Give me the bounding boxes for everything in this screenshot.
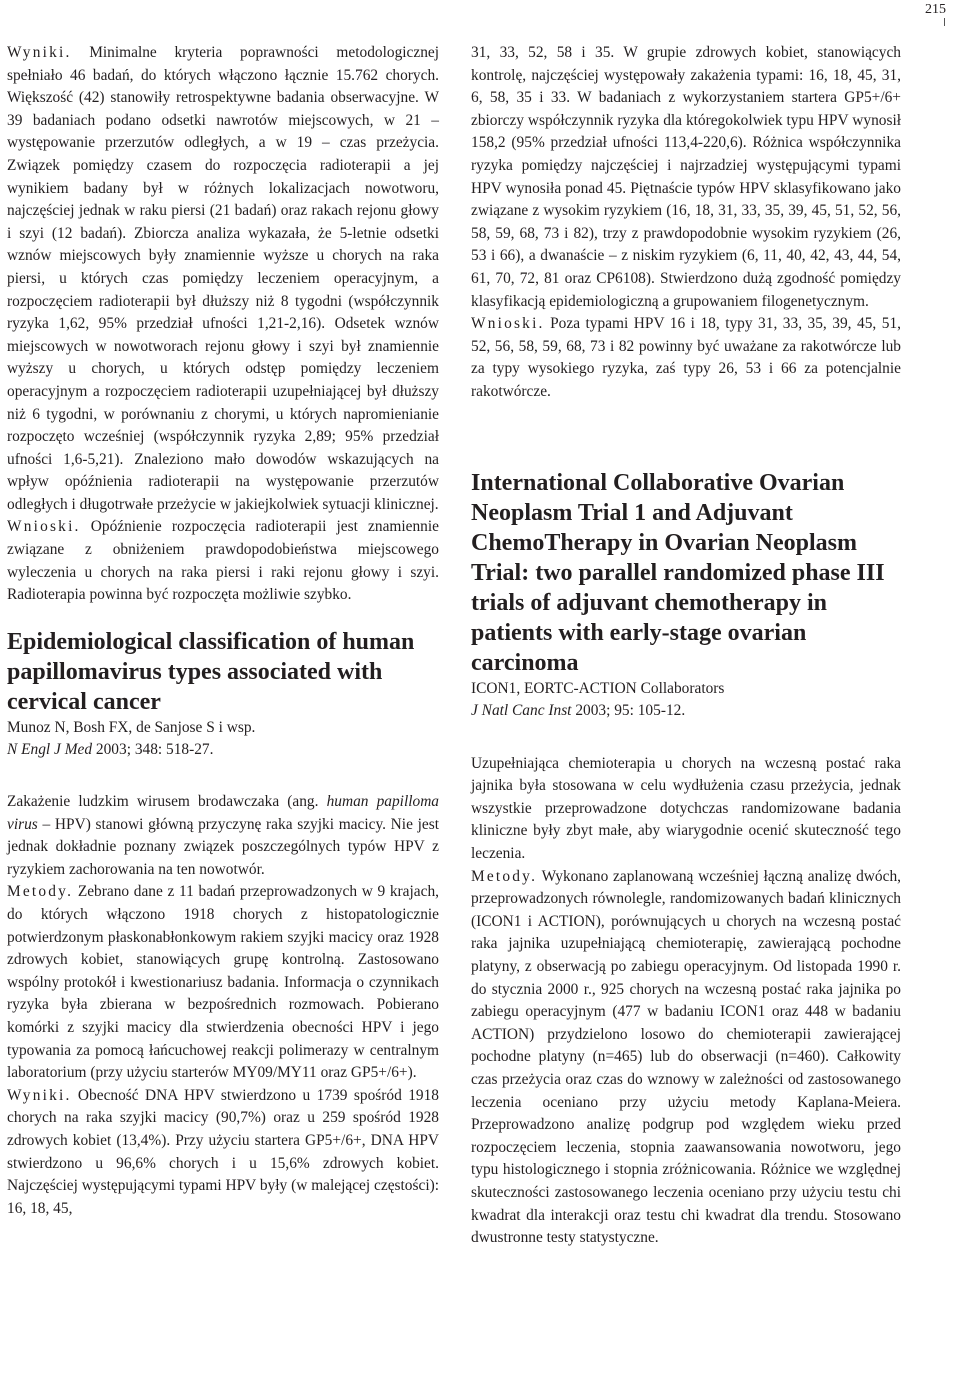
- section-label: Wnioski.: [7, 518, 81, 536]
- paragraph-text: – HPV) stanowi główną przyczynę raka szyjki macicy. Nie jest jednak dokładnie poznany związek poszczególnych typów HPV z ryzykiem zachorowania na ten nowotwór.: [7, 815, 439, 878]
- methods-paragraph: [7, 881, 439, 1084]
- section-label: Wyniki.: [7, 1086, 72, 1104]
- paragraph-text: Uzupełniająca chemioterapia u chorych na wczesną postać raka jajnika była stosowana w celu wydłużenia czasu przeżycia, jednak wszystkie przeprowadzone dotychczas randomizowane badania kliniczne były zbyt małe, aby wiarygodnie ocenić skuteczność tego leczenia.: [471, 754, 901, 863]
- paragraph-text: Wykonano zaplanowaną wcześniej łączną analizę dwóch, przeprowadzonych równolegle, randomizowanych badań klinicznych (ICON1 i ACTION), porównujących u chorych na wczesną postać raka jajnika uzupełniającą chemioterapię, zawierającą pochodne platyny, z obserwacją po zabiegu operacyjnym. Od listopada 1990 r. do stycznia 2000 r., 925 chorych na wczesną postać raka jajnika po zabiegu operacyjnym (477 w badaniu ICON1 oraz 448 w badaniu ACTION) przydzielono losowo do chemioterapii zawierającej pochodne platyny (n=465) lub do obserwacji (n=460). Całkowity czas przeżycia oraz czas do wznowy w zależności od zastosowanego leczenia oceniano przy użyciu metody Kaplana-Meiera. Przeprowadzono analizę podgrup pod względem wieku przed rozpoczęciem leczenia, stopnia zaawansowania nowotworu, jego typu histologicznego i stopnia zróżnicowania. Różnice we względnej skuteczności zastosowanego leczenia oceniano przy użyciu testu chi kwadrat dla interakcji oraz testu chi kwadrat dla trendu. Stosowano dwustronne testy statystyczne.: [471, 867, 901, 1247]
- article-citation: [7, 739, 439, 762]
- section-label: Wyniki.: [7, 44, 72, 61]
- journal-name: J Natl Canc Inst: [471, 702, 572, 720]
- article-authors: ICON1, EORTC-ACTION Collaborators: [471, 679, 725, 697]
- intro-paragraph: [7, 791, 439, 881]
- italic-term: human papilloma virus: [7, 793, 439, 833]
- results-paragraph: [7, 1085, 439, 1221]
- citation-details: 2003; 348: 518-27.: [92, 741, 214, 759]
- journal-name: N Engl J Med: [7, 741, 93, 759]
- article-title: Epidemiological classification of human papillomavirus types associated with cervical cancer: [7, 628, 415, 715]
- paragraph-text: Minimalne kryteria poprawności metodologicznej spełniało 46 badań, do których włączono łącznie 15.762 chorych. Większość (42) stanowiły retrospektywne badania obserwacyjne. W 39 badaniach podano odsetki nawrotów miejscowych, w 21 – występowanie przerzutów odległych, a w 19 – czas przeżycia. Związek pomiędzy czasem do rozpoczęcia radioterapii a jej wynikiem badany był w różnych lokalizacjach nowotworu, najczęściej jednak w raku piersi (21 badań) oraz rakach rejonu głowy i szyi (12 badań). Zbiorcza analiza wykazała, że 5-letnie odsetki wznów miejscowych były znamiennie wyższe u chorych na raka piersi, u których czas pomiędzy leczeniem operacyjnym, a rozpoczęciem radioterapii był dłuższy niż 8 tygodni (współczynnik ryzyka 1,62, 95% przedział ufności 1,21-2,16). Odsetek wznów miejscowych w nowotworach rejonu głowy i szyi był znamiennie wyższy u chorych, u których odstęp pomiędzy leczeniem operacyjnym a rozpoczęciem radioterapii uzupełniającej był dłuższy niż 6 tygodni, w porównaniu z chorymi, u których napromienianie rozpoczęto wcześniej (współczynnik ryzyka 2,89; 95% przedział ufności 1,6-5,21). Znaleziono mało dowodów wskazujących na wpływ opóźnienia radioterapii na występowanie przerzutów odległych i długotrwałe przeżycie w jakiejkolwiek sytuacji klinicznej.: [7, 44, 439, 513]
- conclusions-paragraph: [471, 313, 901, 403]
- page-number: 215: [925, 2, 946, 17]
- article-title: International Collaborative Ovarian Neoplasm Trial 1 and Adjuvant ChemoTherapy in Ovarian Neoplasm Trial: two parallel randomized phase III trials of adjuvant chemotherapy in patients with early-stage ovarian carcinoma: [471, 469, 885, 676]
- left-column: [7, 42, 439, 1220]
- paragraph-text: Obecność DNA HPV stwierdzono u 1739 spośród 1918 chorych na raka szyjki macicy (90,7%) oraz u 259 spośród 1928 zdrowych kobiet (13,4%). Przy użyciu startera GP5+/6+, DNA HPV stwierdzono u 96,6% chorych i u 15,6% zdrowych kobiet. Najczęściej występującymi typami HPV były (w malejącej częstości): 16, 18, 45,: [7, 1086, 439, 1217]
- paragraph-text: 31, 33, 52, 58 i 35. W grupie zdrowych kobiet, stanowiących kontrolę, najczęściej występowały zakażenia typami: 16, 18, 45, 31, 6, 58, 35 i 33. W badaniach z wykorzystaniem startera GP5+/6+ zbiorczy współczynnik ryzyka dla któregokolwiek typu HPV wynosił 158,2 (95% przedział ufności 113,4-220,6). Różnica współczynnika ryzyka pomiędzy najczęściej i najrzadziej występującymi typami HPV wynosiła ponad 45. Piętnaście typów HPV sklasyfikowano jako związane z wysokim ryzykiem (16, 18, 31, 33, 35, 39, 45, 51, 52, 56, 58, 59, 68, 73 i 82), trzy z prawdopodobnie wysokim ryzykiem (26, 53 i 66), a dwanaście – z niskim ryzykiem (6, 11, 40, 42, 43, 44, 54, 61, 70, 72, 81 oraz CP6108). Stwierdzono dużą zgodność pomiędzy klasyfikacją epidemiologiczną a grupowaniem filogenetycznym.: [471, 44, 901, 310]
- header-rule: [944, 18, 945, 26]
- results-paragraph: [7, 42, 439, 516]
- paragraph-text: Zakażenie ludzkim wirusem brodawczaka (ang.: [7, 793, 327, 811]
- article-citation: [471, 700, 901, 723]
- paragraph-text: Zebrano dane z 11 badań przeprowadzonych w 9 krajach, do których włączono 1918 chorych z histopatologicznie potwierdzonym płaskonabłonkowym rakiem szyjki macicy oraz 1928 zdrowych kobiet, stanowiących grupę kontrolną. Zastosowano wspólny protokół i kwestionariusz badania. Informacja o czynnikach ryzyka była zbierana w bezpośrednich rozmowach. Pobierano komórki z szyjki macicy dla stwierdzenia obecności HPV i jego typowania za pomocą łańcuchowej reakcji polimerazy w centralnym laboratorium (przy użyciu starterów MY09/MY11 oraz GP5+/6+).: [7, 883, 439, 1082]
- intro-paragraph: [471, 753, 901, 866]
- conclusions-paragraph: [7, 516, 439, 606]
- right-column: [471, 42, 901, 1250]
- methods-paragraph: [471, 866, 901, 1250]
- results-continued-paragraph: [471, 42, 901, 313]
- section-label: Metody.: [7, 883, 74, 901]
- section-label: Wnioski.: [471, 315, 545, 333]
- paragraph-text: Opóźnienie rozpoczęcia radioterapii jest znamiennie związane z obniżeniem prawdopodobieństwa miejscowego wyleczenia u chorych na raka piersi i raki rejonu głowy i szyi. Radioterapia powinna być rozpoczęta możliwie szybko.: [7, 518, 439, 604]
- paragraph-text: Poza typami HPV 16 i 18, typy 31, 33, 35, 39, 45, 51, 52, 56, 58, 59, 68, 73 i 82 powinny być uważane za rakotwórcze lub za typy wysokiego ryzyka, zaś typy 26, 53 i 66 za potencjalnie rakotwórcze.: [471, 315, 901, 400]
- section-label: Metody.: [471, 867, 538, 885]
- article-authors: Munoz N, Bosh FX, de Sanjose S i wsp.: [7, 718, 256, 736]
- citation-details: 2003; 95: 105-12.: [571, 702, 686, 720]
